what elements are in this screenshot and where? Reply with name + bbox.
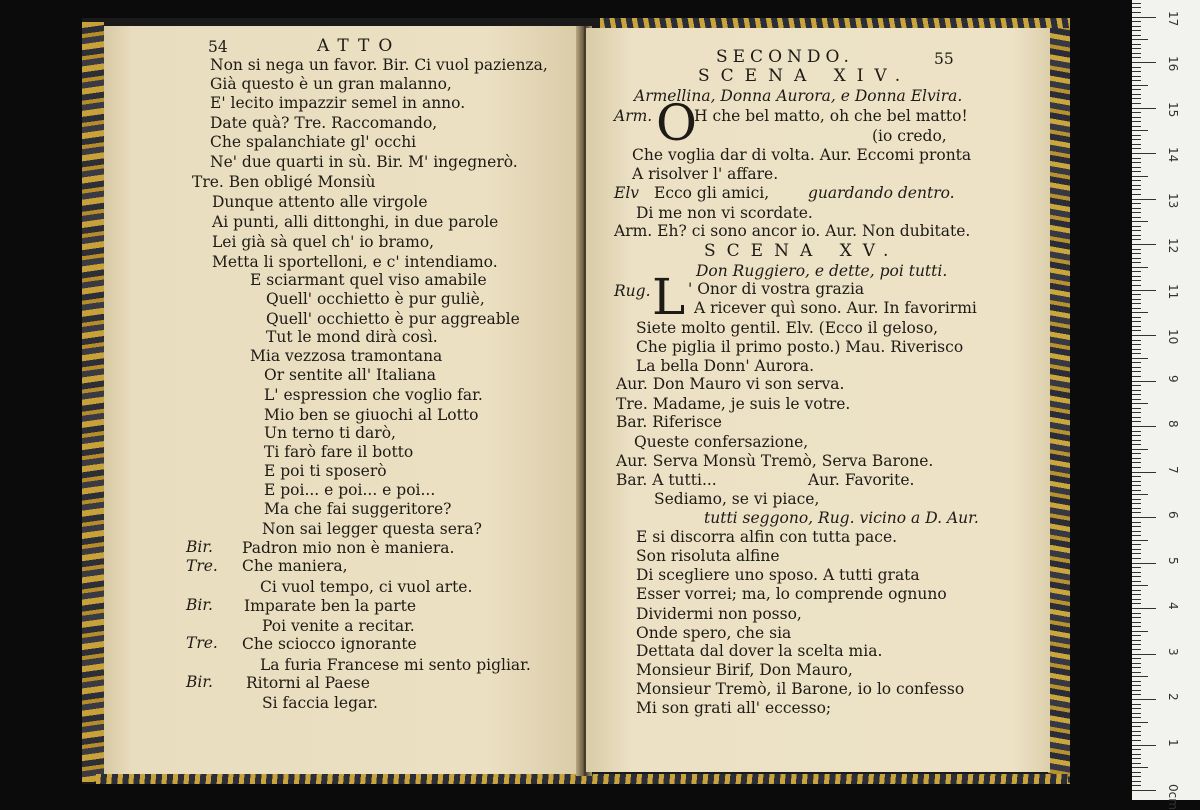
ruler-tick [1132, 649, 1141, 650]
text-line: Non sai legger questa sera? [262, 520, 482, 538]
text-line: E' lecito impazzir semel in anno. [210, 94, 466, 112]
ruler-tick [1132, 549, 1141, 550]
text-line: Ritorni al Paese [246, 674, 370, 692]
text-line: Imparate ben la parte [244, 597, 417, 615]
ruler-tick [1132, 217, 1141, 218]
ruler-tick [1132, 126, 1141, 127]
text-line: H che bel matto, oh che bel matto! [694, 107, 968, 125]
ruler-tick [1132, 189, 1141, 190]
ruler-tick [1132, 98, 1141, 99]
ruler-tick [1132, 440, 1141, 441]
ruler-tick [1132, 308, 1141, 309]
text-line: Ne' due quarti in sù. Bir. M' ingegnerò. [210, 153, 518, 171]
ruler-tick [1132, 371, 1141, 372]
ruler-tick [1132, 403, 1148, 404]
ruler-tick [1132, 444, 1141, 445]
text-line: Tre. Madame, je suis le votre. [616, 395, 851, 413]
ruler-tick [1132, 690, 1141, 691]
ruler-tick [1132, 299, 1141, 300]
ruler-tick [1132, 594, 1141, 595]
ruler-tick [1132, 654, 1156, 655]
ruler-tick [1132, 681, 1141, 682]
text-line: A risolver l' affare. [632, 165, 779, 183]
text-line: E si discorra alfin con tutta pace. [636, 528, 898, 546]
scene-14-cast: Armellina, Donna Aurora, e Donna Elvira. [634, 87, 963, 105]
ruler-tick [1132, 731, 1141, 732]
text-line: Dividermi non posso, [636, 605, 802, 623]
ruler-tick [1132, 644, 1141, 645]
ruler-tick [1132, 344, 1141, 345]
text-line: Monsieur Birif, Don Mauro, [636, 661, 853, 679]
ruler-tick [1132, 772, 1141, 773]
measuring-ruler [1132, 0, 1200, 810]
drop-cap-l: L [652, 268, 686, 326]
left-page [104, 26, 582, 774]
ruler-tick [1132, 626, 1141, 627]
ruler-tick [1132, 617, 1141, 618]
ruler-tick [1132, 108, 1156, 109]
ruler-tick [1132, 271, 1141, 272]
text-line: Che piglia il primo posto.) Mau. Riverisco [636, 338, 964, 356]
text-line: Tut le mond dirà così. [266, 328, 438, 346]
text-line: La bella Donn' Aurora. [636, 357, 815, 375]
text-line: Son risoluta alfine [636, 547, 780, 565]
ruler-tick [1132, 381, 1156, 382]
ruler-tick [1132, 362, 1141, 363]
ruler-label: 10 [1166, 329, 1180, 345]
ruler-tick [1132, 57, 1141, 58]
ruler-tick [1132, 749, 1141, 750]
ruler-tick [1132, 531, 1141, 532]
ruler-tick [1132, 726, 1141, 727]
text-line: Ecco gli amici, [654, 184, 770, 202]
ruler-tick [1132, 280, 1141, 281]
text-line: A ricever quì sono. Aur. In favorirmi [694, 299, 977, 317]
text-line: Che spalanchiate gl' occhi [210, 133, 417, 151]
ruler-label: 8 [1166, 420, 1180, 428]
ruler-tick [1132, 676, 1148, 677]
ruler-tick [1132, 435, 1141, 436]
text-line: Aur. Favorite. [808, 471, 915, 489]
text-line: Quell' occhietto è pur guliè, [266, 290, 485, 308]
ruler-tick [1132, 685, 1141, 686]
speaker-label: Tre. [186, 557, 218, 575]
text-line: Già questo è un gran malanno, [210, 75, 452, 93]
ruler-tick [1132, 26, 1141, 27]
ruler-tick [1132, 776, 1141, 777]
ruler-tick [1132, 603, 1141, 604]
ruler-tick [1132, 121, 1141, 122]
speaker-label: Bir. [186, 538, 213, 556]
ruler-tick [1132, 745, 1156, 746]
ruler-tick [1132, 117, 1141, 118]
ruler-tick [1132, 167, 1141, 168]
ruler-tick [1132, 235, 1141, 236]
ruler-tick [1132, 713, 1141, 714]
text-line: Padron mio non è maniera. [242, 539, 455, 557]
ruler-tick [1132, 340, 1141, 341]
ruler-tick [1132, 153, 1156, 154]
ruler-tick [1132, 148, 1141, 149]
ruler-tick [1132, 503, 1141, 504]
text-line: Si faccia legar. [262, 694, 378, 712]
ruler-tick [1132, 267, 1148, 268]
ruler-tick [1132, 717, 1141, 718]
text-line: Tre. Ben obligé Monsiù [192, 173, 376, 191]
ruler-tick [1132, 553, 1141, 554]
ruler-tick [1132, 258, 1141, 259]
ruler-tick [1132, 526, 1141, 527]
ruler-tick [1132, 317, 1141, 318]
text-line: E poi... e poi... e poi... [264, 481, 436, 499]
running-head-left: ATTO [317, 36, 402, 56]
ruler-tick [1132, 462, 1141, 463]
ruler-tick [1132, 35, 1141, 36]
ruler-tick [1132, 472, 1156, 473]
ruler-label: 6 [1166, 511, 1180, 519]
text-line: Ma che fai suggeritore? [264, 500, 452, 518]
ruler-tick [1132, 494, 1148, 495]
ruler-label: 1 [1166, 738, 1180, 747]
ruler-tick [1132, 385, 1141, 386]
ruler-tick [1132, 412, 1141, 413]
ruler-tick [1132, 581, 1141, 582]
drop-cap-o: O [656, 94, 697, 152]
ruler-tick [1132, 431, 1141, 432]
speaker-label: Arm. [614, 107, 653, 125]
text-line: Di me non vi scordate. [636, 204, 813, 222]
ruler-tick [1132, 112, 1141, 113]
ruler-tick [1132, 208, 1141, 209]
page-number-left: 54 [208, 38, 228, 56]
ruler-tick [1132, 763, 1141, 764]
text-line: Che maniera, [242, 557, 348, 575]
ruler-tick [1132, 704, 1141, 705]
ruler-tick [1132, 476, 1141, 477]
ruler-tick [1132, 67, 1141, 68]
text-line: Arm. Eh? ci sono ancor io. Aur. Non dubitate. [614, 222, 971, 240]
ruler-tick [1132, 667, 1141, 668]
ruler-tick [1132, 512, 1141, 513]
ruler-label: 7 [1166, 465, 1180, 474]
ruler-tick [1132, 135, 1141, 136]
ruler-tick [1132, 180, 1141, 181]
ruler-tick [1132, 212, 1141, 213]
ruler-label: 14 [1166, 147, 1180, 163]
ruler-tick [1132, 285, 1141, 286]
stage-direction: guardando dentro. [808, 184, 955, 202]
ruler-tick [1132, 85, 1148, 86]
text-line: Ai punti, alli dittonghi, in due parole [212, 213, 499, 231]
ruler-tick [1132, 563, 1156, 564]
ruler-tick [1132, 708, 1141, 709]
text-line: Ti farò fare il botto [264, 443, 414, 461]
ruler-tick [1132, 139, 1141, 140]
ruler-label: 12 [1166, 238, 1180, 254]
text-line: Bar. A tutti... [616, 471, 717, 489]
ruler-tick [1132, 421, 1141, 422]
ruler-tick [1132, 608, 1156, 609]
ruler-tick [1132, 567, 1141, 568]
ruler-tick [1132, 294, 1141, 295]
speaker-label: Elv [614, 184, 640, 202]
text-line: ' Onor di vostra grazia [688, 280, 865, 298]
ruler-tick [1132, 663, 1141, 664]
ruler-tick [1132, 203, 1141, 204]
text-line: Dunque attento alle virgole [212, 193, 428, 211]
ruler-tick [1132, 30, 1141, 31]
ruler-tick [1132, 185, 1141, 186]
ruler-tick [1132, 71, 1141, 72]
ruler-tick [1132, 226, 1141, 227]
text-line: Date quà? Tre. Raccomando, [210, 114, 438, 132]
ruler-tick [1132, 631, 1148, 632]
ruler-tick [1132, 699, 1156, 700]
text-line: Mia vezzosa tramontana [250, 347, 443, 365]
ruler-tick [1132, 499, 1141, 500]
ruler-tick [1132, 276, 1141, 277]
ruler-tick [1132, 249, 1141, 250]
running-head-right: SECONDO. [716, 47, 854, 67]
text-line: Poi venite a recitar. [262, 617, 415, 635]
ruler-tick [1132, 576, 1141, 577]
ruler-label: 11 [1166, 283, 1180, 299]
marbled-cover-left [82, 22, 104, 782]
ruler-tick [1132, 80, 1141, 81]
ruler-tick [1132, 194, 1141, 195]
ruler-tick [1132, 590, 1141, 591]
ruler-tick [1132, 303, 1141, 304]
ruler-tick [1132, 390, 1141, 391]
ruler-label: 0cm [1166, 784, 1180, 810]
ruler-tick [1132, 230, 1141, 231]
ruler-tick [1132, 12, 1141, 13]
ruler-tick [1132, 508, 1141, 509]
ruler-tick [1132, 162, 1141, 163]
ruler-label: 5 [1166, 556, 1180, 565]
ruler-tick [1132, 754, 1141, 755]
ruler-tick [1132, 53, 1141, 54]
ruler-tick [1132, 349, 1141, 350]
text-line: Queste confersazione, [634, 433, 809, 451]
text-line: Dettata dal dover la scelta mia. [636, 642, 883, 660]
text-line: Che voglia dar di volta. Aur. Eccomi pronta [632, 146, 972, 164]
ruler-tick [1132, 599, 1141, 600]
ruler-tick [1132, 7, 1141, 8]
ruler-tick [1132, 62, 1156, 63]
ruler-label: 15 [1166, 101, 1180, 117]
ruler-tick [1132, 244, 1156, 245]
ruler-tick [1132, 658, 1141, 659]
text-line: Metta li sportelloni, e c' intendiamo. [212, 253, 498, 271]
ruler-tick [1132, 640, 1141, 641]
stage-direction: tutti seggono, Rug. vicino a D. Aur. [704, 509, 979, 527]
ruler-tick [1132, 449, 1148, 450]
ruler-tick [1132, 221, 1148, 222]
ruler-tick [1132, 44, 1141, 45]
text-line: Ci vuol tempo, ci vuol arte. [260, 578, 473, 596]
ruler-tick [1132, 94, 1141, 95]
ruler-tick [1132, 408, 1141, 409]
ruler-label: 16 [1166, 56, 1180, 72]
text-line: Un terno ti darò, [264, 424, 396, 442]
ruler-label: 2 [1166, 693, 1180, 701]
ruler-tick [1132, 158, 1141, 159]
ruler-tick [1132, 76, 1141, 77]
ruler-tick [1132, 544, 1141, 545]
ruler-label: 9 [1166, 374, 1180, 383]
ruler-tick [1132, 239, 1141, 240]
ruler-tick [1132, 358, 1148, 359]
ruler-tick [1132, 522, 1141, 523]
ruler-tick [1132, 39, 1148, 40]
ruler-tick [1132, 458, 1141, 459]
ruler-label: 3 [1166, 647, 1180, 656]
ruler-tick [1132, 130, 1148, 131]
text-line: Sediamo, se vi piace, [654, 490, 820, 508]
ruler-tick [1132, 290, 1156, 291]
ruler-tick [1132, 735, 1141, 736]
ruler-tick [1132, 622, 1141, 623]
ruler-tick [1132, 3, 1141, 4]
ruler-tick [1132, 517, 1156, 518]
ruler-tick [1132, 394, 1141, 395]
ruler-tick [1132, 585, 1148, 586]
ruler-tick [1132, 89, 1141, 90]
ruler-tick [1132, 253, 1141, 254]
ruler-tick [1132, 312, 1148, 313]
text-line: L' espression che voglio far. [264, 386, 483, 404]
ruler-tick [1132, 321, 1141, 322]
marbled-cover-top [600, 18, 1070, 28]
ruler-label: 4 [1166, 602, 1180, 610]
speaker-label: Tre. [186, 634, 218, 652]
text-line: Aur. Serva Monsù Tremò, Serva Barone. [616, 452, 934, 470]
ruler-tick [1132, 767, 1148, 768]
text-line: Quell' occhietto è pur aggreable [266, 310, 520, 328]
marbled-cover-right [1048, 20, 1070, 784]
ruler-tick [1132, 330, 1141, 331]
text-line: Monsieur Tremò, il Barone, io lo confesso [636, 680, 965, 698]
ruler-tick [1132, 376, 1141, 377]
speaker-label: Bir. [186, 673, 213, 691]
scene-14-title: SCENA XIV. [698, 66, 912, 86]
ruler-tick [1132, 103, 1141, 104]
ruler-label: 13 [1166, 192, 1180, 208]
scene-15-title: SCENA XV. [704, 241, 900, 261]
ruler-tick [1132, 535, 1141, 536]
ruler-tick [1132, 613, 1141, 614]
ruler-tick [1132, 558, 1141, 559]
ruler-tick [1132, 399, 1141, 400]
scene-15-cast: Don Ruggiero, e dette, poi tutti. [696, 262, 948, 280]
text-line: Mi son grati all' eccesso; [636, 699, 832, 717]
ruler-tick [1132, 481, 1141, 482]
ruler-tick [1132, 740, 1141, 741]
text-line: Aur. Don Mauro vi son serva. [616, 375, 845, 393]
ruler-label: 17 [1166, 10, 1180, 26]
ruler-tick [1132, 790, 1156, 791]
ruler-tick [1132, 781, 1141, 782]
ruler-tick [1132, 722, 1148, 723]
ruler-tick [1132, 453, 1141, 454]
ruler-tick [1132, 694, 1141, 695]
page-number-right: 55 [934, 50, 954, 68]
text-line: E sciarmant quel viso amabile [250, 271, 487, 289]
ruler-tick [1132, 417, 1141, 418]
ruler-tick [1132, 199, 1156, 200]
ruler-tick [1132, 176, 1148, 177]
text-line: (io credo, [872, 127, 947, 145]
ruler-tick [1132, 426, 1156, 427]
text-line: Che sciocco ignorante [242, 635, 417, 653]
ruler-tick [1132, 171, 1141, 172]
ruler-tick [1132, 785, 1141, 786]
ruler-tick [1132, 17, 1156, 18]
text-line: Di scegliere uno sposo. A tutti grata [636, 566, 920, 584]
text-line: Or sentite all' Italiana [264, 366, 436, 384]
ruler-tick [1132, 335, 1156, 336]
text-line: Bar. Riferisce [616, 413, 722, 431]
ruler-tick [1132, 572, 1141, 573]
ruler-tick [1132, 262, 1141, 263]
speaker-label: Rug. [614, 282, 651, 300]
ruler-tick [1132, 367, 1141, 368]
ruler-tick [1132, 326, 1141, 327]
text-line: Esser vorrei; ma, lo comprende ognuno [636, 585, 947, 603]
ruler-tick [1132, 758, 1141, 759]
ruler-tick [1132, 672, 1141, 673]
ruler-tick [1132, 467, 1141, 468]
text-line: E poi ti sposerò [264, 462, 387, 480]
ruler-tick [1132, 490, 1141, 491]
speaker-label: Bir. [186, 596, 213, 614]
text-line: Siete molto gentil. Elv. (Ecco il geloso, [636, 319, 939, 337]
text-line: Non si nega un favor. Bir. Ci vuol pazienza, [210, 56, 548, 74]
ruler-tick [1132, 485, 1141, 486]
ruler-tick [1132, 48, 1141, 49]
text-line: La furia Francese mi sento pigliar. [260, 656, 531, 674]
right-page [586, 28, 1050, 772]
text-line: Mio ben se giuochi al Lotto [264, 406, 479, 424]
ruler-tick [1132, 353, 1141, 354]
text-line: Onde spero, che sia [636, 624, 792, 642]
ruler-tick [1132, 540, 1148, 541]
ruler-tick [1132, 21, 1141, 22]
ruler-tick [1132, 144, 1141, 145]
ruler-tick [1132, 635, 1141, 636]
text-line: Lei già sà quel ch' io bramo, [212, 233, 435, 251]
